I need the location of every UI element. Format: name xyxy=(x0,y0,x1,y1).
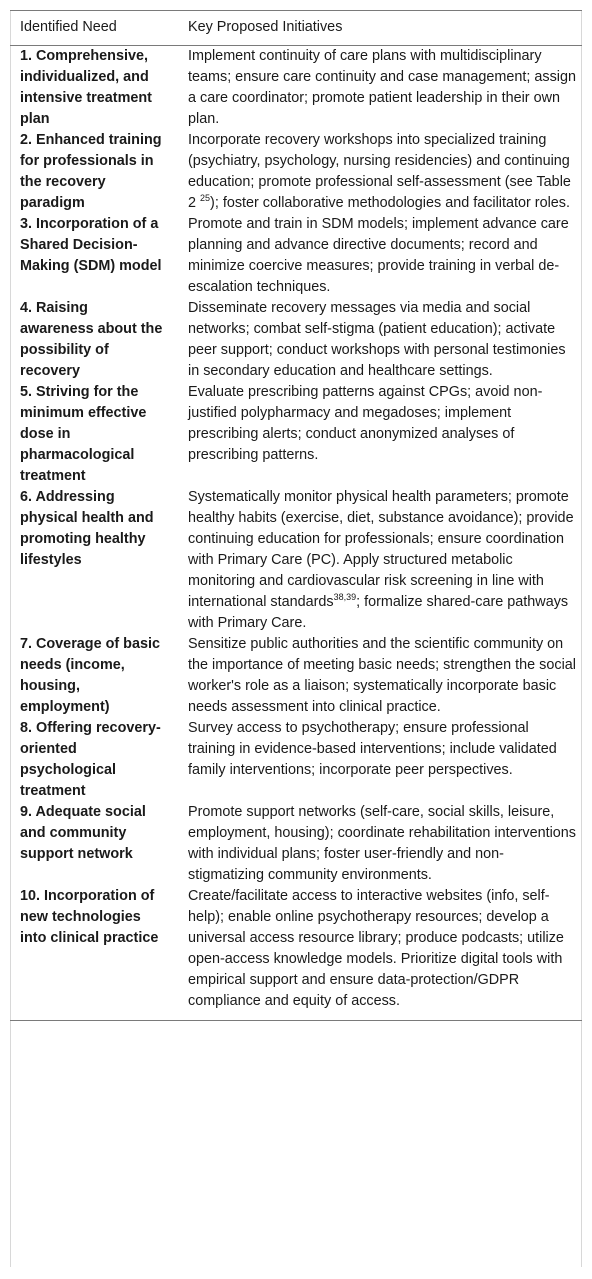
need-cell: 7. Coverage of basic needs (income, housing, employment) xyxy=(20,636,160,715)
need-cell: 6. Addressing physical health and promoting healthy lifestyles xyxy=(20,489,154,568)
initiatives-text-continued: ); foster collaborative methodologies and facilitator roles. xyxy=(210,195,570,211)
initiatives-text: Incorporate recovery workshops into specialized training (psychiatry, psychology, nursing residencies) and continuing education; promote professional self-assessment (see Table 2 xyxy=(188,132,571,211)
need-cell: 5. Striving for the minimum effective dose in pharmacological treatment xyxy=(20,384,147,484)
initiatives-text: Survey access to psychotherapy; ensure professional training in evidence-based interventions; include validated family interventions; incorporate peer perspectives. xyxy=(188,720,557,778)
initiatives-text: Disseminate recovery messages via media and social networks; combat self-stigma (patient education); activate peer support; conduct workshops with personal testimonies in secondary education and healthcare settings. xyxy=(188,300,566,379)
table-row xyxy=(10,802,582,886)
table-row xyxy=(10,634,582,718)
need-cell: 1. Comprehensive, individualized, and intensive treatment plan xyxy=(20,48,152,127)
initiatives-text: Implement continuity of care plans with multidisciplinary teams; ensure care continuity and case management; assign a care coordinator; promote patient leadership in their own plan. xyxy=(188,48,576,127)
need-cell: 4. Raising awareness about the possibility of recovery xyxy=(20,300,163,379)
initiatives-cell xyxy=(178,130,582,214)
initiatives-cell xyxy=(178,298,582,382)
header-row xyxy=(10,11,582,46)
table-row xyxy=(10,46,582,131)
initiatives-cell xyxy=(178,802,582,886)
need-cell: 10. Incorporation of new technologies into clinical practice xyxy=(10,886,178,1021)
initiatives-cell xyxy=(178,382,582,487)
table-row xyxy=(10,886,582,1021)
initiatives-cell xyxy=(178,886,582,1021)
initiatives-text: Systematically monitor physical health parameters; promote healthy habits (exercise, diet, substance avoidance); provide continuing education for professionals; ensure coordination with Primary Care (PC). Apply structured metabolic monitoring and cardiovascular risk screening in line with international standards xyxy=(188,489,574,610)
initiatives-cell xyxy=(178,487,582,634)
table-row xyxy=(10,130,582,214)
header-key-initiatives: Key Proposed Initiatives xyxy=(178,11,582,46)
needs-table-container xyxy=(10,10,582,1021)
need-cell: 8. Offering recovery-oriented psychological treatment xyxy=(20,720,161,799)
reference-superscript: 25 xyxy=(200,193,211,204)
initiatives-cell xyxy=(178,46,582,131)
initiatives-text-continued: ; formalize shared-care pathways with Primary Care. xyxy=(188,594,569,631)
initiatives-text: Sensitize public authorities and the scientific community on the importance of meeting basic needs; strengthen the social worker's role as a liaison; systematically incorporate basic needs assessment into clinical practice. xyxy=(188,636,576,715)
initiatives-cell xyxy=(178,718,582,802)
table-body xyxy=(10,46,582,1021)
header-identified-need: Identified Need xyxy=(10,11,178,46)
initiatives-text: Create/facilitate access to interactive websites (info, self-help); enable online psychotherapy resources; develop a universal access resource library; produce podcasts; utilize open-access knowledge models. Prioritize digital tools with empirical support and ensure data-protection/GDPR compliance and equity of access. xyxy=(188,888,564,1009)
table-row xyxy=(10,214,582,298)
table-row xyxy=(10,298,582,382)
initiatives-text: Promote support networks (self-care, social skills, leisure, employment, housing); coordinate rehabilitation interventions with individual plans; foster user-friendly and non-stigmatizing community environments. xyxy=(188,804,576,883)
initiatives-text: Evaluate prescribing patterns against CPGs; avoid non-justified polypharmacy and megadoses; implement prescribing alerts; conduct anonymized analyses of prescribing patterns. xyxy=(188,384,543,463)
table-header xyxy=(10,11,582,46)
need-cell: 2. Enhanced training for professionals in the recovery paradigm xyxy=(20,132,162,211)
need-cell: 3. Incorporation of a Shared Decision-Making (SDM) model xyxy=(20,216,162,274)
need-cell: 9. Adequate social and community support network xyxy=(20,804,146,862)
initiatives-cell xyxy=(178,214,582,298)
table-row xyxy=(10,718,582,802)
needs-initiatives-table xyxy=(10,10,582,1021)
initiatives-text: Promote and train in SDM models; implement advance care planning and advance directive documents; record and minimize coercive measures; provide training in verbal de-escalation techniques. xyxy=(188,216,569,295)
initiatives-cell xyxy=(178,634,582,718)
reference-superscript: 38,39 xyxy=(333,592,357,603)
table-row xyxy=(10,487,582,634)
table-row xyxy=(10,382,582,487)
